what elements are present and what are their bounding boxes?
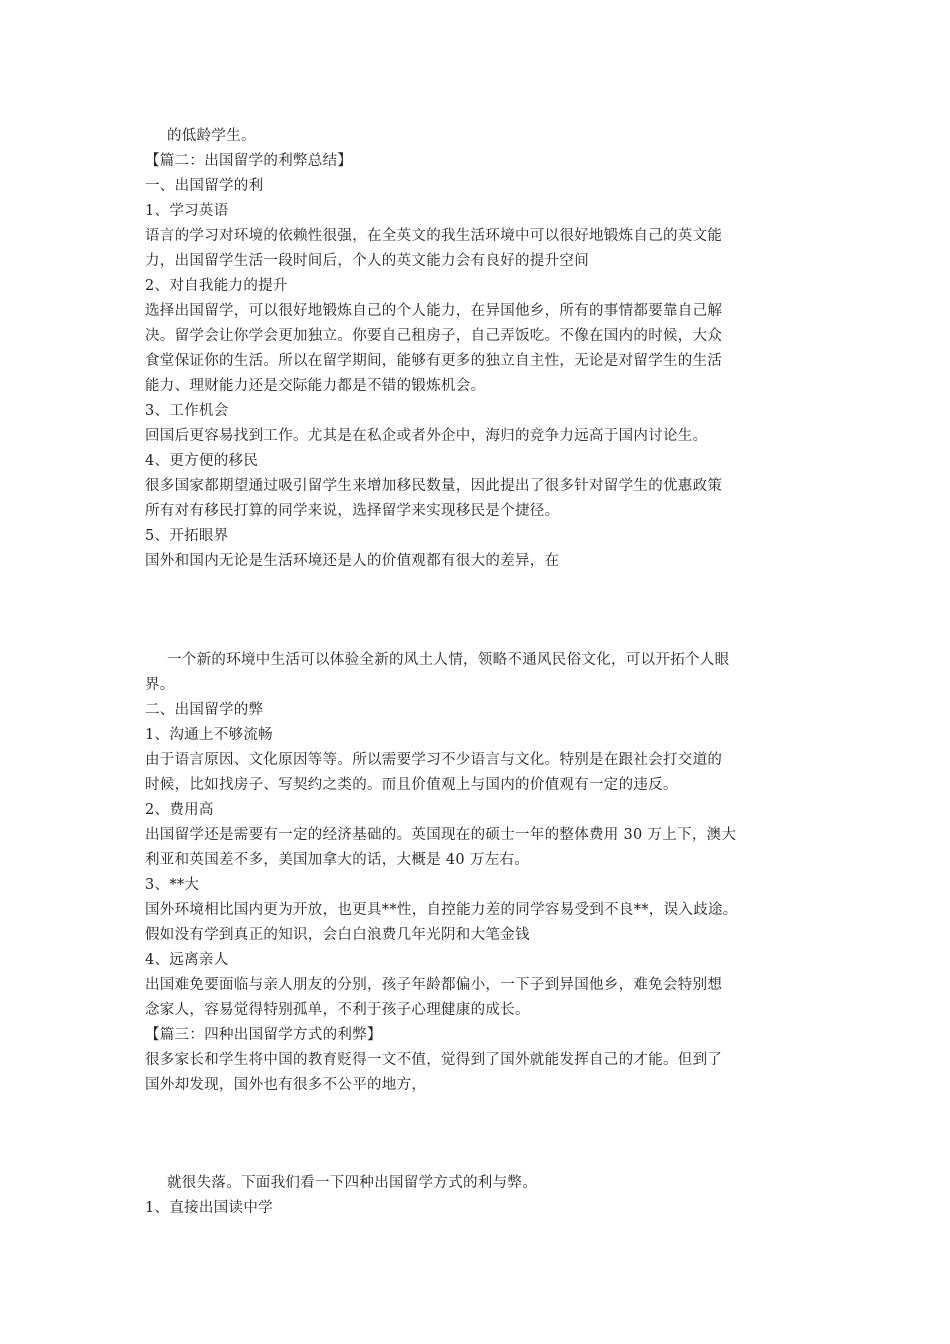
text-line: 假如没有学到真正的知识，会白白浪费几年光阴和大笔金钱 bbox=[145, 927, 530, 943]
subsection-heading: 二、出国留学的弊 bbox=[145, 702, 264, 718]
item-heading: 2、费用高 bbox=[145, 802, 214, 818]
text-line: 由于语言原因、文化原因等等。所以需要学习不少语言与文化。特别是在跟社会打交道的 bbox=[145, 752, 723, 768]
text-line: 力，出国留学生活一段时间后，个人的英文能力会有良好的提升空间 bbox=[145, 253, 589, 269]
item-heading: 5、开拓眼界 bbox=[145, 528, 229, 544]
text-line: 语言的学习对环境的依赖性很强，在全英文的我生活环境中可以很好地锻炼自己的英文能 bbox=[145, 228, 723, 244]
text-line: 一个新的环境中生活可以体验全新的风土人情，领略不通风民俗文化，可以开拓个人眼 bbox=[167, 652, 730, 668]
text-line: 国外和国内无论是生活环境还是人的价值观都有很大的差异，在 bbox=[145, 553, 560, 569]
section-heading: 【篇三：四种出国留学方式的利弊】 bbox=[145, 1027, 382, 1043]
section-heading: 【篇二：出国留学的利弊总结】 bbox=[145, 153, 353, 169]
item-heading: 3、**大 bbox=[145, 877, 200, 893]
text-line: 出国留学还是需要有一定的经济基础的。英国现在的硕士一年的整体费用 30 万上下，澳大 bbox=[145, 827, 737, 843]
text-line: 的低龄学生。 bbox=[167, 128, 256, 144]
text-block-1 bbox=[145, 124, 825, 574]
item-heading: 1、沟通上不够流畅 bbox=[145, 727, 273, 743]
text-line: 国外环境相比国内更为开放，也更具**性，自控能力差的同学容易受到不良**，误入歧途。 bbox=[145, 902, 738, 918]
text-block-3 bbox=[145, 1171, 825, 1221]
text-line: 念家人，容易觉得特别孤单，不利于孩子心理健康的成长。 bbox=[145, 1002, 530, 1018]
text-line: 所有对有移民打算的同学来说，选择留学来实现移民是个捷径。 bbox=[145, 503, 560, 519]
text-line: 食堂保证你的生活。所以在留学期间，能够有更多的独立自主性，无论是对留学生的生活 bbox=[145, 353, 723, 369]
item-heading: 2、对自我能力的提升 bbox=[145, 278, 288, 294]
text-line: 决。留学会让你学会更加独立。你要自己租房子，自己弄饭吃。不像在国内的时候，大众 bbox=[145, 328, 723, 344]
text-line: 国外却发现，国外也有很多不公平的地方， bbox=[145, 1077, 427, 1093]
text-line: 就很失落。下面我们看一下四种出国留学方式的利与弊。 bbox=[167, 1175, 537, 1191]
text-line: 界。 bbox=[145, 677, 175, 693]
text-line: 出国难免要面临与亲人朋友的分别，孩子年龄都偏小，一下子到异国他乡，难免会特别想 bbox=[145, 977, 723, 993]
text-line: 回国后更容易找到工作。尤其是在私企或者外企中，海归的竞争力远高于国内讨论生。 bbox=[145, 428, 708, 444]
text-line: 很多国家都期望通过吸引留学生来增加移民数量，因此提出了很多针对留学生的优惠政策 bbox=[145, 478, 723, 494]
item-heading: 3、工作机会 bbox=[145, 403, 229, 419]
text-line: 利亚和英国差不多，美国加拿大的话，大概是 40 万左右。 bbox=[145, 852, 530, 868]
text-line: 选择出国留学，可以很好地锻炼自己的个人能力，在异国他乡，所有的事情都要靠自己解 bbox=[145, 303, 723, 319]
item-heading: 1、直接出国读中学 bbox=[145, 1200, 273, 1216]
item-heading: 1、学习英语 bbox=[145, 203, 229, 219]
text-block-2 bbox=[145, 648, 825, 1098]
item-heading: 4、远离亲人 bbox=[145, 952, 229, 968]
item-heading: 4、更方便的移民 bbox=[145, 453, 259, 469]
text-line: 很多家长和学生将中国的教育贬得一文不值，觉得到了国外就能发挥自己的才能。但到了 bbox=[145, 1052, 723, 1068]
subsection-heading: 一、出国留学的利 bbox=[145, 178, 264, 194]
text-line: 时候，比如找房子、写契约之类的。而且价值观上与国内的价值观有一定的违反。 bbox=[145, 777, 678, 793]
text-line: 能力、理财能力还是交际能力都是不错的锻炼机会。 bbox=[145, 378, 486, 394]
